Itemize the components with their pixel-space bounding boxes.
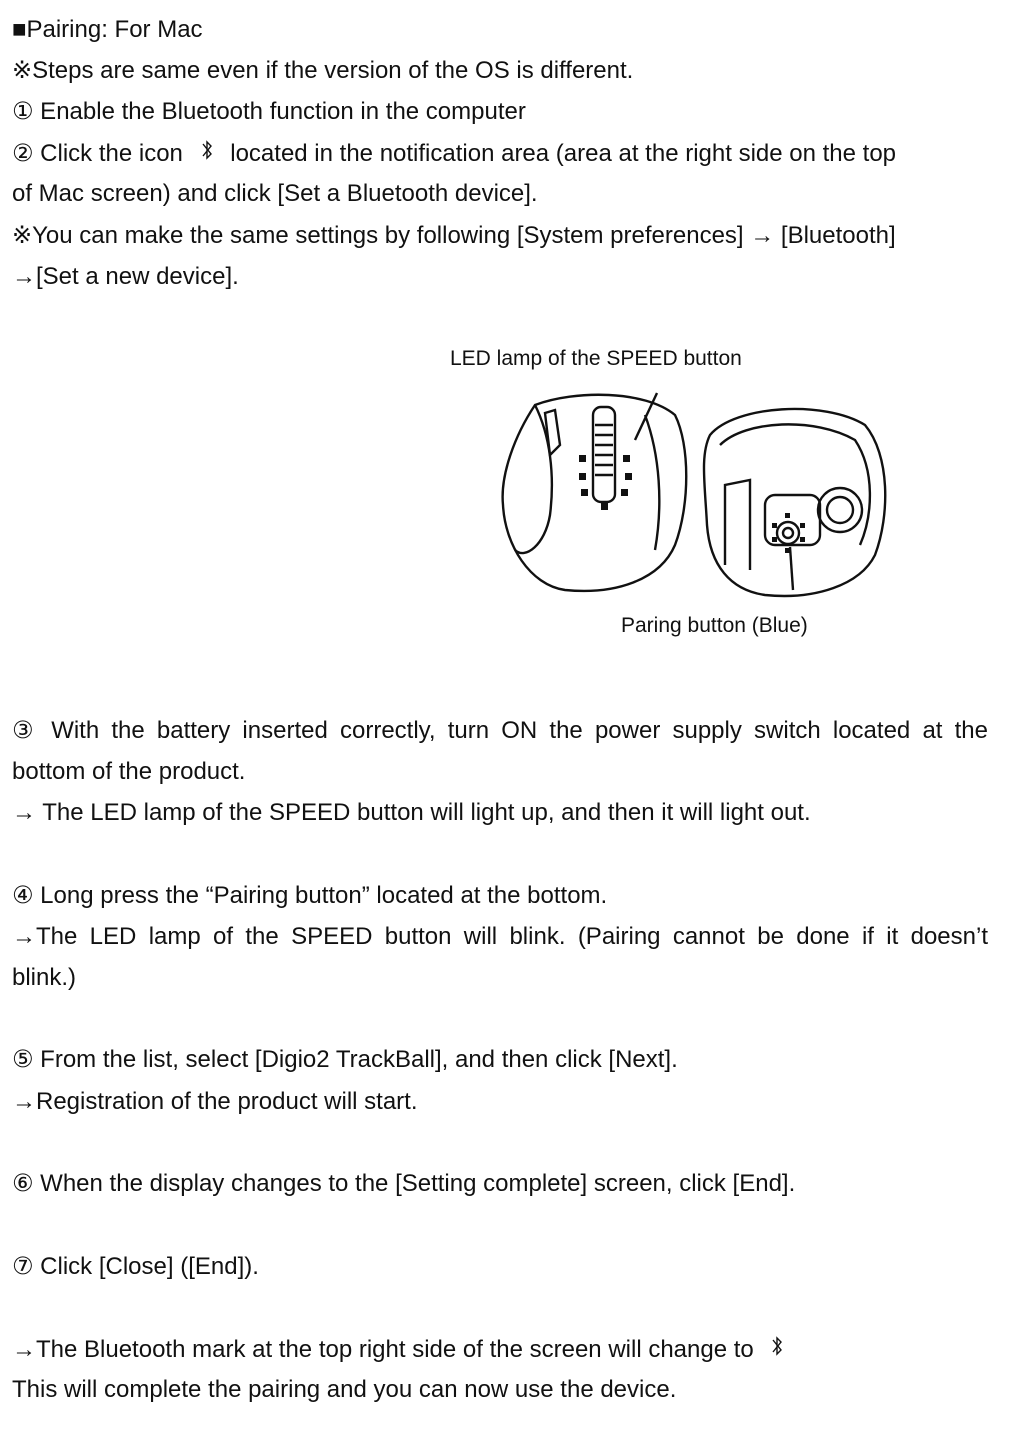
- bluetooth-icon: [770, 1333, 784, 1368]
- step-4-result-cont: blink.): [12, 964, 77, 991]
- step-2-line-1: [12, 137, 896, 172]
- note-os-version: ※Steps are same even if the version of the OS is different.: [12, 57, 634, 84]
- note-system-preferences: ※You can make the same settings by following [System preferences] → [Bluetooth]: [12, 222, 896, 249]
- note-system-preferences-cont: →[Set a new device].: [12, 263, 239, 290]
- step-2-line-2: of Mac screen) and click [Set a Bluetooth device].: [12, 180, 538, 207]
- mouse-top-view: [503, 393, 687, 591]
- step-1: ① Enable the Bluetooth function in the computer: [12, 98, 526, 125]
- led-lamp-label: LED lamp of the SPEED button: [450, 347, 742, 370]
- step-2-text-a: ② Click the icon: [12, 139, 183, 167]
- step-6: ⑥ When the display changes to the [Setting complete] screen, click [End].: [12, 1170, 796, 1197]
- step-4-result: →The LED lamp of the SPEED button will blink. (Pairing cannot be done if it doesn’t: [12, 923, 988, 950]
- step-7: ⑦ Click [Close] ([End]).: [12, 1253, 259, 1280]
- final-line-1: [12, 1333, 794, 1368]
- step-5-result: →Registration of the product will start.: [12, 1088, 418, 1115]
- final-line-2: This will complete the pairing and you can now use the device.: [12, 1376, 677, 1403]
- step-2-text-b: located in the notification area (area at the right side on the top: [230, 139, 897, 167]
- step-3-line-2: bottom of the product.: [12, 758, 246, 785]
- page-heading: ■Pairing: For Mac: [12, 16, 203, 43]
- final-text-a: →The Bluetooth mark at the top right side of the screen will change to: [12, 1335, 754, 1363]
- mouse-illustration: [495, 385, 895, 615]
- step-5-line-1: ⑤ From the list, select [Digio2 TrackBall], and then click [Next].: [12, 1046, 678, 1073]
- bluetooth-icon: [200, 137, 214, 172]
- pairing-button-label: Paring button (Blue): [621, 614, 808, 637]
- step-3-line-1: ③ With the battery inserted correctly, turn ON the power supply switch located at the: [12, 717, 988, 744]
- mouse-bottom-view: [704, 409, 885, 596]
- step-4-line-1: ④ Long press the “Pairing button” located at the bottom.: [12, 882, 608, 909]
- step-3-result: → The LED lamp of the SPEED button will light up, and then it will light out.: [12, 799, 811, 826]
